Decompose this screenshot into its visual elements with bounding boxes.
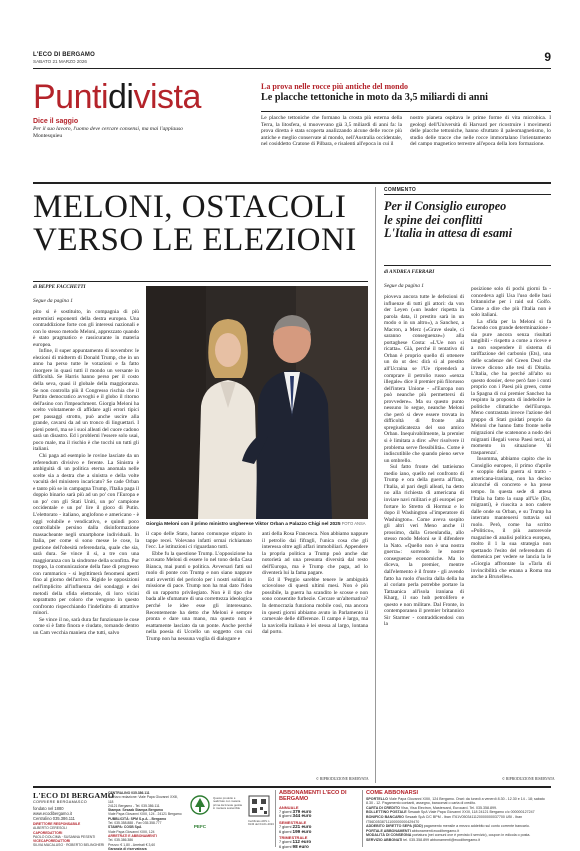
howto-label: ADDEBITO DIRETTO SEPA (SDD) <box>366 824 423 829</box>
photo-caption <box>146 521 368 528</box>
photo-caption-text: Giorgia Meloni con il primo ministro ungherese Viktor Orban a Palazzo Chigi nel 2025 <box>146 522 341 527</box>
info-line: Prezzo: € 1,80 - Arretrati € 3,60 <box>108 842 156 847</box>
howto-text: tel. 035.358.899 abbonamenti@ecodibergamo.it <box>403 837 481 842</box>
commentary-header <box>384 187 551 241</box>
info-line: Tel. 035.358.888 - Fax 035.358.777 <box>108 821 162 826</box>
commentary-paragraph: posizione solo di pochi giorni fa - concedeva agli Usa l'uso delle basi britanniche per i raid sul Golfo. Come a dire che più l'Italia non è solo italiani. <box>471 286 551 319</box>
footer-rule <box>33 786 551 788</box>
subscription-group-label: TRIMESTRALE <box>279 835 308 841</box>
header-rule <box>33 68 551 69</box>
sub-days: 6 giorni <box>279 814 292 819</box>
info-line: Indirizzo redazione: Viale Papa Giovanni XXIII, 118 <box>108 795 179 804</box>
howto-text: Sesaab SpA Viale Papa Giovanni XXIII, 118 24121 Bergamo c/c 000000127247 <box>407 810 535 815</box>
editorial-author-rule <box>33 281 368 282</box>
page-number: 9 <box>544 50 551 64</box>
editorial-paragraph: Infine, il super appuntamento di novembre: le elezioni di midterm di Donald Trump, che in un anno ha perso tutte le votazioni e fa fatto risorgere in quasi tutti il mondo un versante in difficoltà. Se Harris hanno perso per il costo della seva, quasi il globale della maggioranza. Se non controlla più il Congresso rischia che il Partito democratico avvoghi e il globo il ritorno dell'asino con l'impeachment. Giorgia Meloni ha scelto volutamente di affidare agli errori tipici per passaggi strotto, può anche uscire alla grande, cavarsi da ad un tronco di linguettari. I pieni poteri, ma se i suoi alleati del cuore cadono sarà un disastro. Ed i problemi l'essere solo usai, poco male, ma il rischio è che tocchi un tutti gli italiani. <box>33 348 139 453</box>
top-article-paragraph: nostro pianeta ospitava le prime forme di vita microbica. I geologi dell'Università di Harvard per ricostruire i movimenti delle placche tettoniche, hanno sfruttato il paleomagnetismo, lo studio delle tracce che nelle rocce immortalano l'orientamento del campo magnetico terrestre all'epoca della loro formazione. <box>410 115 551 148</box>
howto-label: PORTALE ABBONAMENTI <box>366 828 411 833</box>
top-article-paragraph: Le placche tettoniche che formano la crosta più esterna della Terra, la litosfera, si muovevano già 3,5 miliardi di anni fa: la prova diretta è stata scoperta analizzando alcune delle rocce più antiche e meglio conservate al mondo, nell'Australia occidentale, nel cosiddetto Cratone di Pilbara, e risalenti all'epoca in cui il <box>261 115 402 148</box>
info-line: 24121 Bergamo - Tel. 035.386.111 <box>108 803 160 808</box>
howto-title: COME ABBONARSI <box>366 790 419 796</box>
howto-label: MODALITÀ DI CONSEGNA <box>366 833 412 838</box>
saying-title: Dice il saggio <box>33 118 79 125</box>
saying-text: Per il suo lavoro, l'uomo deve cercare consensi, ma mai l'applauso <box>33 126 183 132</box>
howto-text: Visa, Visa Electron, Mastercard, Eurocard. Tel. 035.358.899. <box>400 805 497 810</box>
editorial-paragraph: Se vince il no, sarà dura far funzionare le cose come si è fatto finora e ciudato, tornando dentro un Cam vecchia maniera che tutti, salvo <box>33 616 139 636</box>
colophon-phone: Centralino 035.386.111 <box>33 816 75 822</box>
colophon-staff <box>33 822 105 848</box>
photo-credit: FOTO ANSA <box>341 521 366 526</box>
commentary-author: di ANDREA FERRARI <box>384 269 435 275</box>
top-article-title: Le placche tettoniche in moto da 3,5 miliardi di anni <box>261 92 488 103</box>
commentary-paragraph: La sfida per la Meloni si fa facendo con grande determinazione - sia pure ancora senza risultati tangibili - rispetto a come a riceve e a non sospendere il sistema di tariffazione del carbonio (Ets), una delle scadenze del Green Deal che invece dicono alle tesi di Ditalia. L'Italia, che ha perché all'alto su questo dossier, deve però fare i conti proprio con i Paesi più green, come la Spagna di cui premier Sanchez ha respinto la proposta di indebolire le politiche climatiche dell'Europa. Meno contrastata invece l'azione del gruppo di Stati guidati proprio da Meloni che hanno fatto fronte nelle migrazioni che scatenono a nodo dei migranti illegali verso Paesi terzi, al momento in situazione 'di trasparenza'. <box>471 318 551 456</box>
commentary-title-line: le spine dei conflitti <box>384 212 483 227</box>
commentary-paragraph: Sul fatto fronte del tattieismo medio iano, quello nel confronto di Trump e ora della guerra all'Iran, l'Italia, al pari degli alleati, ha detto no alla richiesta di americana di inviare navi militari e gli europei per fortare lo Stretto di Hormuz e lo dopo il Washington «l'imperatore di Washington». Come aveva sospito gli altri veri Meno anche il prossimo, dalla Groenlandia, allo stesso modo Meloni se il difendere la Nato. «Quello non è una nostra guerra»: sorrendo le nostre conseguenze economiche. Ma lo diceva, la premier, mentre dall'elemento è il fronte - gli avendo fatto ha ruolo d'uscita dalla della ha al coriato perla potrebbe portare la Tattaanica all'isola iraniana di Kharg, il suo hub petrolifero e questo e non militare. Dal Fronte, in contemporanea il premier britannico Sir Starmer - contraddicendosi con la <box>384 464 464 628</box>
sub-days: 6 giorni <box>279 829 292 834</box>
howto-label: CARTA DI CREDITO <box>366 805 400 810</box>
section-title <box>33 79 201 115</box>
commentary-kicker: COMMENTO <box>384 187 417 193</box>
sub-days: 7 giorni <box>279 825 292 829</box>
info-line: Tel. 035.386.386 <box>108 838 134 843</box>
commentary-column-2 <box>471 286 551 777</box>
staff-line: PAOLO DOLCIMA · SUSANNA PESENTI <box>33 834 96 839</box>
page-header <box>33 51 551 69</box>
info-line: PUBBLICITÀ: SPM S.p.A. - Bergamo <box>108 816 167 821</box>
sub-days: 6 giorni <box>279 844 292 849</box>
info-line: STAMPA: COSB SpA <box>108 825 142 830</box>
editorial-paragraph: Chi paga ad esempio le rovine lasciate da un referendum divisivo e ferente. La Sinistra è ambiguità di un politica eterna anomala nelle scelte sia a destra che a sinistra e della volte vacuità del ministero incaricato? Se cade Orban e tanto più se in campagna Trump, l'Italia paga il doppio binario sarà più ad un po' con l'Europa e un po' con gli Stati Uniti, un po' campione occidentale e un po' lire il gioco di Putin. L'elettorato - italiano, anglofono e americano - è oggi volubile e vendicativo, e quindi poco controllabile persino dalla disinformazione massacheante negli smartphone individuali. In Italia, per come si sono messe le cose, la gestione dell'obesità referendaria, quale che sia, sarà dura. Se vince il sì, a tre con una maggioranza con la sindrome della sconfitta. Pur troppo, la comunicazione della fase di progresso con rammarico - si legittimerà fenomeni aperti fino al giorno dell'arrivo. Rigide le opposizioni nell'implicito all'influenza dei sondaggi e dei metodi della sfida elettorale, di loro vicini soprattutto per coloro che vengono in questo confronto rispecchiando l'indefinito di attrattive minori. <box>33 453 139 617</box>
sub-price: 344 euro <box>292 813 312 819</box>
top-article-kicker: La prova nelle rocce più antiche del mondo <box>261 82 409 91</box>
commentary-title-line: L'Italia in attesa di esami <box>384 226 512 241</box>
subscriptions-box <box>279 790 359 848</box>
commentary-title <box>384 200 551 241</box>
section-title-part3: vista <box>133 78 201 116</box>
masthead-small: L'ECO DI BERGAMO <box>33 52 95 58</box>
colophon-founded: fondato nel 1880 <box>33 806 64 811</box>
section-rule <box>33 182 551 184</box>
pefc-label: PEFC <box>193 824 207 829</box>
editorial-column-1 <box>33 309 139 783</box>
subscription-group <box>279 820 359 834</box>
editorial-column-3 <box>262 531 368 777</box>
commentary-continued: Segue da pagina 1 <box>384 283 424 289</box>
certificate-icon <box>248 795 270 817</box>
howto-item <box>366 797 551 806</box>
howto-text: Sesaab SpA C/C BPM - Iban IT61V0503411120000000037700 UBI - Iban IT56D0538711100000000429470 <box>366 814 523 824</box>
subscriptions-divider <box>275 790 276 847</box>
subscription-group <box>279 835 359 849</box>
howto-item <box>366 838 551 843</box>
colophon-subtitle: CORRIERE BERGAMASCO <box>33 800 88 804</box>
section-title-part2: di <box>108 78 134 116</box>
commentary-author-rule <box>384 265 551 266</box>
subscription-row <box>279 845 359 850</box>
sub-price: 98 euro <box>292 843 309 849</box>
info-line: ARRETRATI E ABBONAMENTI <box>108 833 157 838</box>
howto-box <box>366 790 551 848</box>
saying-box <box>33 118 223 139</box>
subscription-group-label: SEMESTRALE <box>279 820 307 825</box>
saying-author: Montesquieu <box>33 133 63 139</box>
info-line: Viale Papa Giovanni XXIII, 124 - 24121 Bergamo <box>108 812 182 817</box>
column-divider <box>375 187 376 783</box>
howto-text: pagamento mensile a mezzo addebito sul conto corrente bancario. <box>423 824 530 829</box>
commentary-column-1 <box>384 294 464 777</box>
cert-logo <box>248 795 272 819</box>
info-line: Viale Papa Giovanni XXIII, 124 <box>108 829 155 834</box>
sub-days: 7 giorni <box>279 840 292 845</box>
top-article-rule <box>261 111 551 112</box>
info-line: Stampa: Sesaab Stampa Bergamo <box>108 808 164 813</box>
editorial-continued: Segue da pagina 1 <box>33 298 73 304</box>
colophon-logo: L'ECO DI BERGAMO <box>33 791 115 800</box>
pefc-logo <box>188 795 212 835</box>
issue-date: SABATO 21 MARZO 2026 <box>33 59 87 64</box>
colophon-site[interactable]: www.ecodibergamo.it <box>33 811 72 817</box>
subscription-row <box>279 814 359 819</box>
sub-price: 112 euro <box>292 839 312 845</box>
pefc-description: Questo prodotto è realizzato con materia prima da foreste gestite in maniera sostenibile <box>213 796 243 811</box>
howto-label: SPORTELLO <box>366 796 388 801</box>
commentary-signature: © RIPRODUZIONE RISERVATA <box>502 777 555 781</box>
editorial-paragraph: Ed il 'Peggio sarebbe tenere le ambiguità sciovolose di questi ultimi mesi. Non è più possibile, la guerra ha scandito le scosse e non sono consentite furbezie. Cercare un'alternativa? In democrazia funziona mobile così, ma ancora in questi giorni abbiamo avuto in Parlamento il carnevale delle differenze. Il campo è largo, ma la navicella italiana è lei stessa al largo, lontana dal porto. <box>262 576 368 636</box>
howto-text: portatura (nei comuni ove è previsto il servizio), coupon in edicola o posta. <box>412 833 531 838</box>
subscription-row <box>279 830 359 835</box>
subscription-group <box>279 805 359 819</box>
sub-price: 221 euro <box>292 824 312 829</box>
info-line: Garanzia di riservatezza <box>108 846 147 851</box>
editorial-photo <box>146 286 368 519</box>
editorial-paragraph: pito si è sostituito, in compagnia di più estremisti esponenti della destra europea. Una contraddizione forte con gli interessi nazionali e con lo stesso metodo Meloni, apprezzato quando è stato pragmatico e rassicurante in materia europea. <box>33 309 139 348</box>
commentary-paragraph: Insomma, abbiamo capito che in Consiglio europeo, il primo d'aprile e scoppio della guerra si tratto - americana-iraniana, non ha deciso alcunché di concreto e ha prese tempo. In questa sede di attesa l'Italia ha fatto la suap all'Ue (Ets, migranti), è riuscita a non cadere dalle onde su Orban, e su Trump ha interrato mantenersi tuttavia sul ruolo. Però, come ha scritto «Politico», il più autorevole magazine di analisi politica europea, molto il 1 la sua strategia non spettando l'esito del referendum di domenica per vedere se lancia la le «Giorgia affrontate la «Tarla di invincibilità che emana a Roma ma anche a Bruxelles». <box>471 456 551 581</box>
howto-text: Viale Papa Giovanni XXIII, 124 Bergamo. Orari: da lunedì a venerdì 8.30 - 12.30 e 14 - 18; sabato 8.30 - 12. Pagamento contanti, assegno, bancomat o carta di credito. <box>366 796 545 806</box>
howto-link[interactable]: abbonamenti.ecodibergamo.it <box>411 828 460 833</box>
editorial-headline-line1: MELONI, OSTACOLI <box>33 189 347 225</box>
staff-line: ALBERTO CERESOLI <box>33 826 67 831</box>
section-title-part1: Punti <box>33 78 108 116</box>
howto-label: BONIFICO BANCARIO <box>366 814 404 819</box>
howto-label: BOLLETTINO POSTALE <box>366 810 407 815</box>
info-line: CENTRALINO 035.386.111 <box>108 791 150 795</box>
howto-label: SERVIZIO ABBONATI <box>366 837 403 842</box>
top-article <box>261 82 551 104</box>
sub-price: 379 euro <box>292 808 312 814</box>
tree-icon <box>189 795 211 819</box>
staff-line: CAPOREDATTORI <box>33 830 63 835</box>
editorial-headline-line2: VERSO LE ELEZIONI <box>33 222 357 258</box>
editorial-paragraph: anti della Rosa Francesca. Non abbiamo nappure il petrolio dai fifragli, l'unica cosa che gli interessa oltre agli affari immobiliari. Appendere la propria politica a Trump può anche dar notorietà ad una presunta diversità dal resto dell'Europa, ma è Trump che paga, ad lo diventerà lui la fama pagare. <box>262 531 368 577</box>
staff-line: DIRETTORE RESPONSABILE <box>33 822 81 826</box>
photo-illustration <box>146 286 368 519</box>
colophon-info <box>108 791 184 851</box>
editorial-paragraph: il capo delle Stato, hanno comunque stipato in tappe recei. Volevano infatti ormai richiamato l'ecc. Le istituzioni ci riguardano tutti. <box>146 531 252 551</box>
commentary-title-line: Per il Consiglio europeo <box>384 199 507 213</box>
sub-days: 7 giorni <box>279 809 292 814</box>
commentary-kicker-rule <box>384 194 551 195</box>
howto-item <box>366 815 551 824</box>
editorial-signature: © RIPRODUZIONE RISERVATA <box>316 777 369 781</box>
sub-price: 199 euro <box>292 828 312 834</box>
editorial-author: di BEPPE FACCHETTI <box>33 284 86 290</box>
editorial-paragraph: Ebbe fu la questione Trump. L'opposizione ha accusato Meloni di essere lo nel tono della Casa Bianca, mai punti o politica. Avversari fatti sul ruolo di ponte con Trump e non siano nappure stati avvertiti del pericolo per i nostri soldati in missione di pace. Trump non ha mai dato l'idea di un rapporto privilegiato. Non è il tipo che bada alle sfumature di una correttezza ideologica perché le idee esse gli interessano. Recentemente ha detto che Meloni è sempre pronta e dare una mano, ma questo non è esattamente lasciato da un ponte. Anche perché nella poesia di Uccello un soggetto con cui Trump non ha nessuna voglia di dialogare e <box>146 550 252 642</box>
staff-line: SILVIA MACALUSO · ROBERTO BELINGHERI <box>33 843 105 848</box>
howto-divider <box>362 790 363 847</box>
subscriptions-title: ABBONAMENTI L'ECO DI BERGAMO <box>279 790 347 803</box>
top-article-body <box>261 115 551 175</box>
subscription-group-label: ANNUALE <box>279 804 299 810</box>
commentary-paragraph: pioveva ancora tutte le defezioni di influenze di tutti gli attori: da von der Leyen («un leader rispetta la parola data, il prestito sarà in un modo o in un altro»), a Sanchez, a Macron, a Merz («Grave sleale, ci saranno conseguenze») alla portaghese Costa: «L'Ue non si ricatta». Già, perché il tentativo di Orban è proprio quello di ottenere un do ut des: dirà sì al prestito all'Ucraina se l'Ue riprenderà a comprare il petrolio russo «senza illegale» dice il premier più filorusso dell'intera Unione - «l'Europa non può neanche più permettersi di provvedere». Ma su questo punto nessuno lo segue, neanche Meloni che però si deve essere trovata in difficoltà di fronte alla spregiudicatezza del suo amico Orban. Inequivabilmente, la premier si è limitata a dire: «Per risolvere il problema serve flessibilità». Come è indiscutibile che quando pieno serve un ombrello. <box>384 294 464 464</box>
editorial-headline <box>33 191 368 257</box>
staff-line: VICECAPOREDATTORI <box>33 839 71 844</box>
cert-label: Certificato ADS n. 9143 del 04-01-2024 <box>248 819 274 827</box>
editorial-column-2 <box>146 531 252 783</box>
